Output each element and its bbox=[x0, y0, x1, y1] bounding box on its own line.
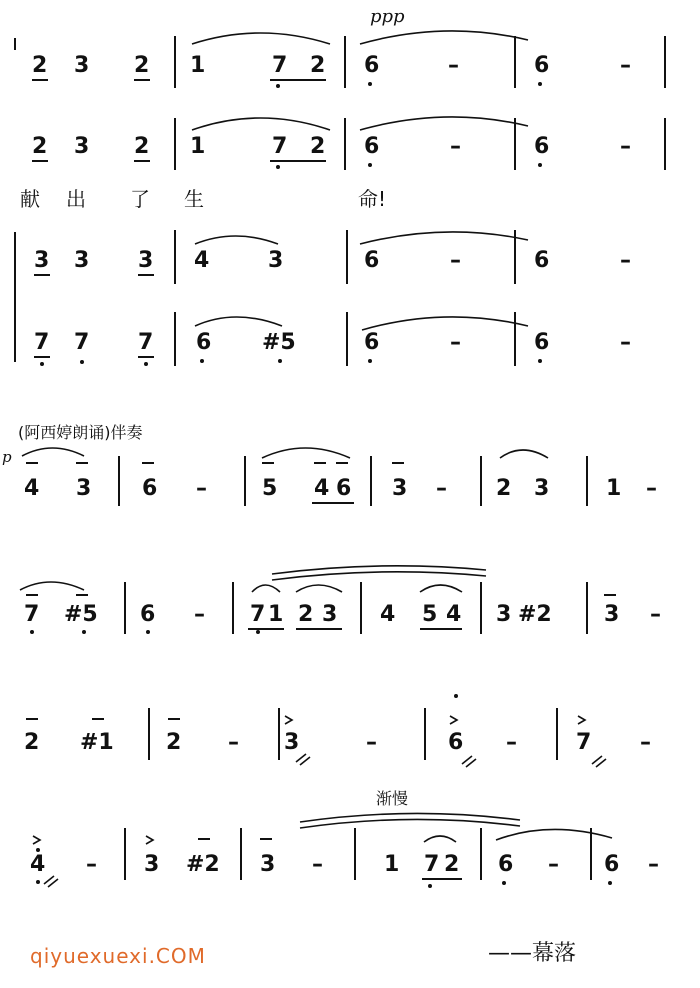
beat-line bbox=[336, 462, 348, 464]
barline bbox=[232, 582, 234, 634]
note: 7 bbox=[272, 134, 288, 159]
beat-line bbox=[92, 718, 104, 720]
note: 6 bbox=[534, 134, 550, 159]
barline bbox=[346, 230, 348, 284]
note: 7 bbox=[576, 730, 592, 755]
note: 2 bbox=[496, 476, 512, 501]
note: 7 bbox=[138, 330, 154, 355]
note: #2 bbox=[186, 852, 220, 877]
note: #1 bbox=[80, 730, 114, 755]
note: 2 bbox=[24, 730, 40, 755]
note: 1 bbox=[606, 476, 622, 501]
watermark: qiyuexuexi.COM bbox=[30, 944, 206, 968]
barline bbox=[586, 582, 588, 634]
dash: – bbox=[640, 730, 651, 755]
barline bbox=[118, 456, 120, 506]
dash: – bbox=[506, 730, 517, 755]
dash: – bbox=[548, 852, 559, 877]
note: 3 bbox=[604, 602, 620, 627]
underline bbox=[32, 79, 48, 81]
low-dot bbox=[368, 359, 372, 363]
underline bbox=[134, 160, 150, 162]
underline bbox=[312, 502, 354, 504]
beat-line bbox=[76, 462, 88, 464]
note: 3 bbox=[144, 852, 160, 877]
note: #5 bbox=[262, 330, 296, 355]
note: 6 bbox=[364, 248, 380, 273]
note: 3 bbox=[76, 476, 92, 501]
note: 6 bbox=[142, 476, 158, 501]
dash: – bbox=[450, 134, 461, 159]
beat-line bbox=[604, 594, 616, 596]
underline bbox=[134, 79, 150, 81]
underline bbox=[420, 628, 462, 630]
barline bbox=[174, 312, 176, 366]
barline bbox=[240, 828, 242, 880]
dash: – bbox=[194, 602, 205, 627]
low-dot bbox=[276, 165, 280, 169]
beat-line bbox=[76, 594, 88, 596]
low-dot bbox=[608, 881, 612, 885]
lyric: 了 bbox=[130, 187, 150, 211]
barline bbox=[480, 828, 482, 880]
note: 6 bbox=[196, 330, 212, 355]
low-dot bbox=[146, 630, 150, 634]
dash: – bbox=[620, 134, 631, 159]
beat-line bbox=[168, 718, 180, 720]
note: 3 bbox=[260, 852, 276, 877]
note: 7 bbox=[74, 330, 90, 355]
underline bbox=[138, 274, 154, 276]
beat-line bbox=[262, 462, 274, 464]
barline bbox=[590, 828, 592, 880]
note: 5 bbox=[422, 602, 438, 627]
dash: – bbox=[228, 730, 239, 755]
barline bbox=[664, 36, 666, 88]
barline bbox=[354, 828, 356, 880]
note: 3 bbox=[138, 248, 154, 273]
note: 2 bbox=[310, 53, 326, 78]
barline bbox=[480, 456, 482, 506]
note: 2 bbox=[444, 852, 460, 877]
beat-line bbox=[198, 838, 210, 840]
note: 1 bbox=[268, 602, 284, 627]
note: 6 bbox=[534, 248, 550, 273]
note: #2 bbox=[518, 602, 552, 627]
note: 7 bbox=[250, 602, 266, 627]
beat-line bbox=[392, 462, 404, 464]
note: 2 bbox=[134, 53, 150, 78]
low-dot bbox=[256, 630, 260, 634]
curtain-falls-text: ——幕落 bbox=[488, 941, 577, 966]
barline bbox=[174, 36, 176, 88]
low-dot bbox=[538, 163, 542, 167]
note: 6 bbox=[140, 602, 156, 627]
note: 6 bbox=[534, 53, 550, 78]
underline bbox=[422, 878, 462, 880]
note: 6 bbox=[364, 330, 380, 355]
barline bbox=[664, 118, 666, 170]
note: 7 bbox=[24, 602, 40, 627]
note: 1 bbox=[384, 852, 400, 877]
note: 2 bbox=[310, 134, 326, 159]
dash: – bbox=[450, 248, 461, 273]
lyric: 献 bbox=[20, 187, 40, 211]
note: 7 bbox=[34, 330, 50, 355]
low-dot bbox=[36, 880, 40, 884]
note: 1 bbox=[190, 53, 206, 78]
note: 7 bbox=[424, 852, 440, 877]
note: 2 bbox=[32, 134, 48, 159]
system-brace bbox=[14, 38, 16, 50]
underline bbox=[296, 628, 342, 630]
beat-line bbox=[314, 462, 326, 464]
dash: – bbox=[646, 476, 657, 501]
low-dot bbox=[368, 163, 372, 167]
note: 4 bbox=[380, 602, 396, 627]
barline bbox=[556, 708, 558, 760]
note: 2 bbox=[166, 730, 182, 755]
underline bbox=[32, 160, 48, 162]
note: 6 bbox=[364, 134, 380, 159]
note: 3 bbox=[392, 476, 408, 501]
note: 2 bbox=[134, 134, 150, 159]
note: 2 bbox=[298, 602, 314, 627]
beat-line bbox=[26, 594, 38, 596]
low-dot bbox=[80, 360, 84, 364]
low-dot bbox=[40, 362, 44, 366]
barline bbox=[514, 230, 516, 284]
note: 4 bbox=[446, 602, 462, 627]
barline bbox=[370, 456, 372, 506]
lyric: 命! bbox=[358, 187, 387, 211]
note: 6 bbox=[604, 852, 620, 877]
barline bbox=[514, 118, 516, 170]
dash: – bbox=[312, 852, 323, 877]
low-dot bbox=[538, 82, 542, 86]
low-dot bbox=[30, 630, 34, 634]
lyric: 生 bbox=[184, 187, 204, 211]
beat-line bbox=[142, 462, 154, 464]
low-dot bbox=[278, 359, 282, 363]
section-label: (阿西婷朗诵)伴奏 bbox=[18, 423, 143, 442]
low-dot bbox=[144, 362, 148, 366]
system-brace bbox=[14, 232, 16, 362]
dash: – bbox=[196, 476, 207, 501]
barline bbox=[344, 36, 346, 88]
note: 3 bbox=[74, 134, 90, 159]
dash: – bbox=[620, 248, 631, 273]
underline bbox=[248, 628, 284, 630]
underline bbox=[270, 79, 326, 81]
low-dot bbox=[428, 884, 432, 888]
dash: – bbox=[366, 730, 377, 755]
dash: – bbox=[620, 330, 631, 355]
low-dot bbox=[502, 881, 506, 885]
barline bbox=[480, 582, 482, 634]
note: 4 bbox=[30, 852, 46, 877]
dash: – bbox=[86, 852, 97, 877]
dash: – bbox=[648, 852, 659, 877]
note: 3 bbox=[74, 248, 90, 273]
underline bbox=[34, 274, 50, 276]
note: #5 bbox=[64, 602, 98, 627]
low-dot bbox=[82, 630, 86, 634]
dynamic-ppp: ppp bbox=[370, 6, 405, 27]
barline bbox=[174, 118, 176, 170]
underline bbox=[270, 160, 326, 162]
barline bbox=[424, 708, 426, 760]
note: 5 bbox=[262, 476, 278, 501]
barline bbox=[360, 582, 362, 634]
note: 6 bbox=[498, 852, 514, 877]
note: 3 bbox=[284, 730, 300, 755]
note: 3 bbox=[496, 602, 512, 627]
note: 3 bbox=[322, 602, 338, 627]
dash: – bbox=[450, 330, 461, 355]
note: 3 bbox=[534, 476, 550, 501]
high-dot bbox=[454, 694, 458, 698]
lyric: 出 bbox=[66, 187, 86, 211]
low-dot bbox=[368, 82, 372, 86]
note: 1 bbox=[190, 134, 206, 159]
dash: – bbox=[650, 602, 661, 627]
low-dot bbox=[200, 359, 204, 363]
beat-line bbox=[260, 838, 272, 840]
note: 6 bbox=[448, 730, 464, 755]
dash: – bbox=[448, 53, 459, 78]
note: 4 bbox=[194, 248, 210, 273]
high-dot bbox=[36, 848, 40, 852]
barline bbox=[344, 118, 346, 170]
low-dot bbox=[276, 84, 280, 88]
note: 7 bbox=[272, 53, 288, 78]
underline bbox=[34, 356, 50, 358]
note: 4 bbox=[314, 476, 330, 501]
barline bbox=[586, 456, 588, 506]
note: 3 bbox=[34, 248, 50, 273]
beat-line bbox=[26, 462, 38, 464]
dash: – bbox=[436, 476, 447, 501]
note: 4 bbox=[24, 476, 40, 501]
barline bbox=[244, 456, 246, 506]
note: 3 bbox=[74, 53, 90, 78]
note: 6 bbox=[534, 330, 550, 355]
note: 6 bbox=[336, 476, 352, 501]
dash: – bbox=[620, 53, 631, 78]
barline bbox=[514, 36, 516, 88]
note: 2 bbox=[32, 53, 48, 78]
barline bbox=[124, 828, 126, 880]
dynamic-p: p bbox=[2, 448, 12, 466]
barline bbox=[346, 312, 348, 366]
underline bbox=[138, 356, 154, 358]
note: 3 bbox=[268, 248, 284, 273]
barline bbox=[124, 582, 126, 634]
beat-line bbox=[26, 718, 38, 720]
note: 6 bbox=[364, 53, 380, 78]
low-dot bbox=[538, 359, 542, 363]
tempo-marking: 渐慢 bbox=[376, 789, 409, 808]
barline bbox=[278, 708, 280, 760]
barline bbox=[514, 312, 516, 366]
barline bbox=[174, 230, 176, 284]
barline bbox=[148, 708, 150, 760]
